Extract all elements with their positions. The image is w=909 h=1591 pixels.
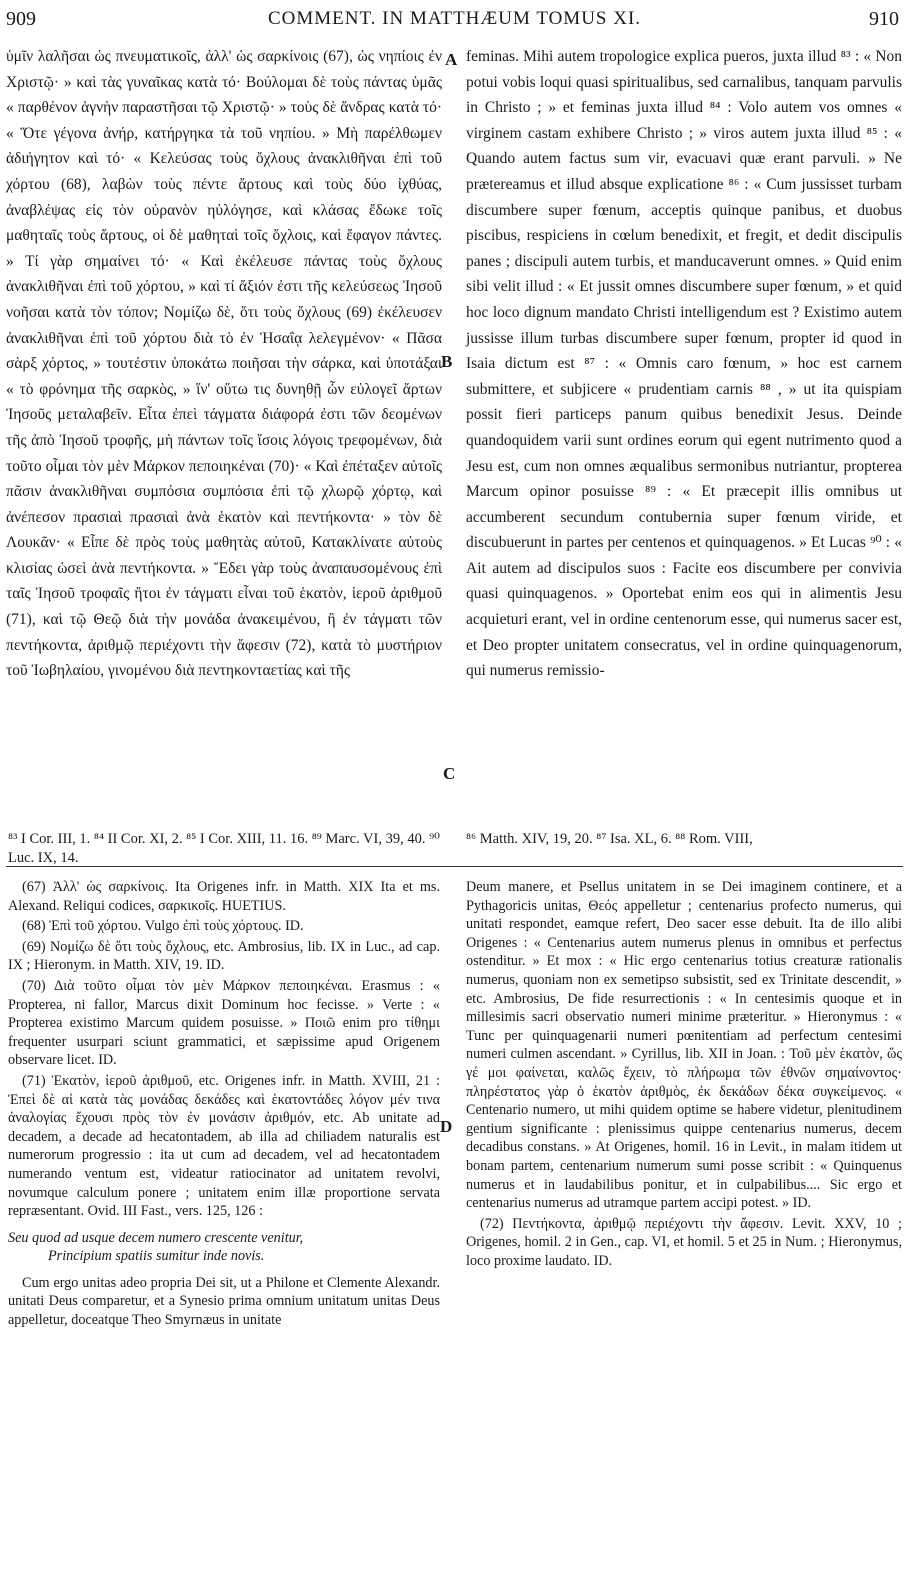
note-70: (70) Διὰ τοῦτο οἶμαι τὸν μὲν Μάρκον πεποιηκέναι. Erasmus : « Propterea, ni fallor, Marcus dixit Dominum hoc fecisse. » Verte : « Propterea existimo Marcum quidem posuisse. » Ποιῶ enim pro τίθημι frequenter usurpari sciunt grammatici, et sæpissime apud Origenem observare licet. ID. <box>8 977 440 1069</box>
verse-line-2: Principium spatiis sumitur inde novis. <box>48 1248 265 1265</box>
verse-quotation <box>8 1229 440 1266</box>
notes-column-left <box>8 878 440 1332</box>
note-72: (72) Πεντήκοντα, ἀριθμῷ περιέχοντι τὴν ἄφεσιν. Levit. XXV, 10 ; Origenes, homil. 2 in Gen., cap. VI, et homil. 5 et 25 in Num. ; Hieronymus, loco proxime laudato. ID. <box>466 1215 902 1269</box>
page-number-left: 909 <box>6 8 36 30</box>
latin-text-column <box>466 44 902 684</box>
note-71-continuation: Deum manere, et Psellus unitatem in se Dei imaginem continere, et a Pythagoricis unitas, Θεός appelletur ; centenarius profecto numerus, qui unitati respondet, eamque refert, Deo sacer esse debuit. Ita de illo alibi Origenes : « Centenarius autem numerus plenus in omnibus et perfectus ostenditur. » Et mox : « Hic ergo centenarius totius creaturæ rationalis numerus, quoniam non ex semetipso subsistit, sed ex Trinitate descendit, » etc. Ambrosius, De fide resurrectionis : « In centesimis quoque et in millesimis sacri observatio numeri minime præteritur. » Hieronymus : « Tunc per quinquagenarii numeri pœnitentiam ad perfectum centesimi numeri culmen ascendant. » Cyrillus, lib. XII in Joan. : Τοῦ μὲν ἑκατὸν, ὥς γέ μοι φαίνεται, καλῶς ἔχειν, τὸ πλήρωμα τῶν ἐθνῶν σημαίνοντος· πληρέστατος γὰρ ὁ ἑκατὸν ἀριθμὸς, ἐκ δεκάδων δέκα συγκείμενος. « Centenario numero, ut mihi quidem optime se habere videtur, plenitudinem gentium significante : plenissimus quippe centenarius numerus, decem decadibus constans. » At Origenes, homil. 16 in Levit., in malam itidem ut bonam partem, centenarium numerum sumi posse scribit : « Quinquenus numerus et in laudabilibus ponitur, et in culpabilibus.... Sic ergo et centenarius numerus ad utramque partem accipi potest. » ID. <box>466 879 902 1212</box>
latin-body: feminas. Mihi autem tropologice explica pueros, juxta illud ⁸³ : « Non potui vobis loqui quasi spiritualibus, sed carnalibus, tanquam parvulis in Christo ; » et feminas juxta illud ⁸⁴ : Volo autem vos omnes « virginem castam exhibere Christo ; » viros autem juxta illud ⁸⁵ : « Quando autem factus sum vir, evacuavi quæ erant parvuli. » Ne prætereamus et illud absque explicatione ⁸⁶ : « Cum jussisset turbam discumbere super fœnum, acceptis quinque panibus, et duobus piscibus, respiciens in cœlum benedixit, et fregit, et dedit discipulis panes ; discipuli autem turbis, et manducaverunt omnes. » Quid enim sibi velit illud : « Et jussit omnes discumbere super fœnum, » et quid hoc loco dignum mandato Christi intelligendum est ? Existimo autem jussisse illum turbas discumbere super fœnum, propter id quod in Isaia dictum est ⁸⁷ : « Omnis caro fœnum, » hoc est carnem submittere, et subjicere « prudentiam carnis ⁸⁸ , » ut ita quispiam possit fieri particeps panum quibus benedixit Jesus. Deinde quandoquidem varii sunt ordines eorum qui egent nutrimento quod a Jesu est, cum non omnes æqualibus sermonibus nutriantur, propterea Marcum opinor posuisse ⁸⁹ : « Et præcepit illis omnibus ut accumberent secundum contubernia super fœnum viride, et discubuerunt in partes per centenos et quinquagenos. » Et Lucas ⁹⁰ : « Ait autem ad discipulos suos : Facite eos discumbere per convivia quasi quinquagenos. » Oportebat enim eos qui in alimentis Jesu acquieturi erant, vel in ordine centenorum esse, qui numerus sacer est, et Deo propter unitatem consecratus, vel in ordine quinquagenorum, qui numerus remissio- <box>466 48 902 680</box>
page-header <box>6 8 903 34</box>
greek-text-column <box>6 44 442 684</box>
footnotes-left: ⁸³ I Cor. III, 1. ⁸⁴ II Cor. XI, 2. ⁸⁵ I Cor. XIII, 11. 16. ⁸⁹ Marc. VI, 39, 40. ⁹⁰ Luc. IX, 14. <box>8 831 440 866</box>
notes-divider <box>6 866 903 867</box>
margin-letter-a: A <box>445 50 458 69</box>
margin-letter-d: D <box>440 1117 453 1136</box>
note-71-continued: Cum ergo unitas adeo propria Dei sit, ut a Philone et Clemente Alexandr. unitati Deus comparetur, et a Synesio prima omnium unitatum unitas Deus appelletur, doceatque Theo Smyrnæus in unitate <box>8 1274 440 1329</box>
note-71: (71) Ἑκατὸν, ἱεροῦ ἀριθμοῦ, etc. Origenes infr. in Matth. XVIII, 21 : Ἐπεὶ δὲ αἱ κατὰ τὰς μονάδας δεκάδες καὶ ἑκατοντάδες λόγον μέν τινα ἀναλογίας ἔχουσι πρὸς τὸν ἐν μονάσιν ἀριθμόν, etc. Ab unitate ad decadem, a decade ad hecatontadem, ab illa ad chiliadem naturalis est numerorum progressio : ita ut cum ad decadem, vel ad hecatontadem numerando ventum est, videatur ratiocinator ad unitatem revolvi, novumque calculum ponere ; unitatem enim illæ proportione servata repræsentant. Ovid. III Fast., vers. 125, 126 : <box>8 1072 440 1220</box>
page-number-right: 910 <box>869 8 899 30</box>
note-68: (68) Ἐπὶ τοῦ χόρτου. Vulgo ἐπὶ τοὺς χόρτους. ID. <box>22 918 304 935</box>
notes-column-right <box>466 878 902 1272</box>
footnotes-right: ⁸⁶ Matth. XIV, 19, 20. ⁸⁷ Isa. XL, 6. ⁸⁸ Rom. VIII, <box>466 831 753 847</box>
margin-letter-b: B <box>441 352 453 371</box>
greek-body: ὑμῖν λαλῆσαι ὡς πνευματικοῖς, ἀλλ' ὡς σαρκίνοις (67), ὡς νηπίοις ἐν Χριστῷ· » καὶ τὰς γυναῖκας κατὰ τό· Βούλομαι δὲ τοὺς πάντας ὑμᾶς « παρθένον ἁγνὴν παραστῆσαι τῷ Χριστῷ· » τοὺς δὲ ἄνδρας κατὰ τό· « Ὅτε γέγονα ἀνήρ, κατήργηκα τὰ τοῦ νηπίου. » Μὴ παρέλθωμεν ἀδιήγητον καὶ τό· « Κελεύσας τοὺς ὄχλους ἀνακλιθῆναι ἐπὶ τοῦ χόρτου (68), λαβὼν τοὺς πέντε ἄρτους καὶ τοὺς δύο ἰχθύας, ἀναβλέψας εἰς τὸν οὐρανὸν ηὐλόγησε, καὶ κλάσας ἔδωκε τοῖς μαθηταῖς τοὺς ἄρτους, οἱ δὲ μαθηταὶ τοῖς ὄχλοις, καὶ ἔφαγον πάντες. » Τί γὰρ σημαίνει τό· « Καὶ ἐκέλευσε πάντας τοὺς ὄχλους ἀνακλιθῆναι ἐπὶ τοῦ χόρτου, » καὶ τί ἄξιόν ἐστι τῆς κελεύσεως Ἰησοῦ νοῆσαι κατὰ τὸν τόπον; Νομίζω δὲ, ὅτι τοὺς ὄχλους (69) ἐκέλευσεν ἀνακλιθῆναι ἐπὶ τοῦ χόρτου διὰ τὸ ἐν Ἡσαΐᾳ λελεγμένον· « Πᾶσα σὰρξ χόρτος, » τουτέστιν ὑποκάτω ποιῆσαι τὴν σάρκα, καὶ ὑποτάξαι « τὸ φρόνημα τῆς σαρκὸς, » ἵν' οὕτω τις δυνηθῇ ὧν εὐλογεῖ ἄρτων Ἰησοῦς μεταλαβεῖν. Εἶτα ἐπεὶ τάγματα διάφορά ἐστι τῶν δεομένων τῆς ἀπὸ Ἰησοῦ τροφῆς, μὴ πάντων τοῖς ἴσοις λόγοις τρεφομένων, διὰ τοῦτο οἶμαι τὸν μὲν Μάρκον πεποιηκέναι (70)· « Καὶ ἐπέταξεν αὐτοῖς πᾶσιν ἀνακλιθῆναι συμπόσια συμπόσια ἐπὶ τῷ χλωρῷ χόρτῳ, καὶ ἀνέπεσον πρασιαὶ πρασιαὶ ἀνὰ ἑκατὸν καὶ πεντήκοντα· » τὸν δὲ Λουκᾶν· « Εἶπε δὲ πρὸς τοὺς μαθητὰς αὐτοῦ, Κατακλίνατε αὐτοὺς κλισίας ὡσεὶ ἀνὰ πεντήκοντα. » Ἔδει γὰρ τοὺς ἀναπαυσομένους ἐπὶ ταῖς Ἰησοῦ τροφαῖς ἤτοι ἐν τάγματι εἶναι τοῦ ἑκατὸν, ἱεροῦ ἀριθμοῦ (71), καὶ τῷ Θεῷ διὰ τὴν μονάδα ἀνακειμένου, ἢ ἐν τάγματι τῶν πεντήκοντα, ἀριθμῷ περιέχοντι τὴν ἄφεσιν (72), κατὰ τὸ μυστήριον τοῦ Ἰωβηλαίου, γινομένου διὰ πεντηκονταετίας καὶ τῆς <box>6 48 442 680</box>
note-69: (69) Νομίζω δὲ ὅτι τοὺς ὄχλους, etc. Ambrosius, lib. IX in Luc., ad cap. IX ; Hieronym. in Matth. XIV, 19. ID. <box>8 938 440 974</box>
margin-letter-c: C <box>443 764 456 783</box>
verse-line-1: Seu quod ad usque decem numero crescente venitur, <box>8 1229 304 1246</box>
note-67: (67) Ἀλλ' ὡς σαρκίνοις. Ita Origenes infr. in Matth. XIX Ita et ms. Alexand. Reliqui codices, σαρκικοῖς. HUETIUS. <box>8 879 440 914</box>
running-title: COMMENT. IN MATTHÆUM TOMUS XI. <box>267 8 642 29</box>
